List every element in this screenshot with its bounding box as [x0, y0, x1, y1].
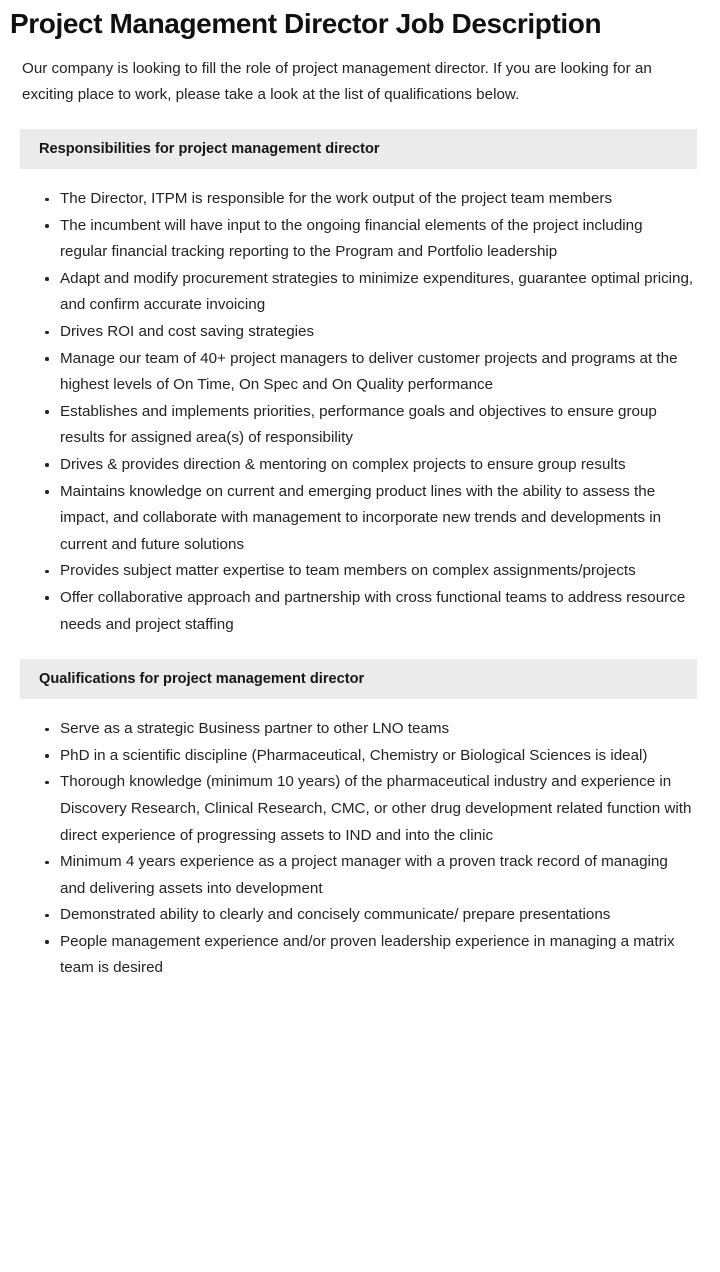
responsibilities-section-header [20, 129, 697, 169]
list-item: Maintains knowledge on current and emerging product lines with the ability to assess the impact, and collaborate with management to incorporate new trends and developments in current and future solutions [44, 479, 694, 559]
qualifications-list [0, 699, 720, 982]
list-item: The Director, ITPM is responsible for the work output of the project team members [44, 186, 694, 213]
list-item: PhD in a scientific discipline (Pharmaceutical, Chemistry or Biological Sciences is ideal) [44, 743, 694, 770]
page-title: Project Management Director Job Description [10, 8, 602, 39]
list-item: Minimum 4 years experience as a project manager with a proven track record of managing and delivering assets into development [44, 849, 694, 902]
list-item: Thorough knowledge (minimum 10 years) of the pharmaceutical industry and experience in Discovery Research, Clinical Research, CMC, or other drug development related function with direct experience of progressing assets to IND and into the clinic [44, 769, 694, 849]
list-item: Adapt and modify procurement strategies to minimize expenditures, guarantee optimal pricing, and confirm accurate invoicing [44, 266, 694, 319]
qualifications-heading-label: Qualifications for project management director [39, 671, 365, 688]
list-item: The incumbent will have input to the ongoing financial elements of the project including regular financial tracking reporting to the Program and Portfolio leadership [44, 213, 694, 266]
list-item: Drives ROI and cost saving strategies [44, 319, 694, 346]
list-item: Offer collaborative approach and partnership with cross functional teams to address resource needs and project staffing [44, 585, 694, 638]
intro-paragraph: Our company is looking to fill the role of project management director. If you are looking for an exciting place to work, please take a look at the list of qualifications below. [22, 60, 652, 104]
responsibilities-heading-label: Responsibilities for project management director [39, 141, 380, 158]
list-item: Serve as a strategic Business partner to other LNO teams [44, 716, 694, 743]
list-item: Establishes and implements priorities, performance goals and objectives to ensure group results for assigned area(s) of responsibility [44, 399, 694, 452]
list-item: People management experience and/or proven leadership experience in managing a matrix team is desired [44, 929, 694, 982]
list-item: Manage our team of 40+ project managers to deliver customer projects and programs at the highest levels of On Time, On Spec and On Quality performance [44, 346, 694, 399]
list-item: Provides subject matter expertise to team members on complex assignments/projects [44, 558, 694, 585]
list-item: Drives & provides direction & mentoring on complex projects to ensure group results [44, 452, 694, 479]
responsibilities-section [0, 129, 720, 638]
qualifications-section [0, 659, 720, 982]
responsibilities-list [0, 169, 720, 638]
list-item: Demonstrated ability to clearly and concisely communicate/ prepare presentations [44, 902, 694, 929]
qualifications-section-header [20, 659, 697, 699]
page-bottom-spacer [0, 982, 720, 1022]
